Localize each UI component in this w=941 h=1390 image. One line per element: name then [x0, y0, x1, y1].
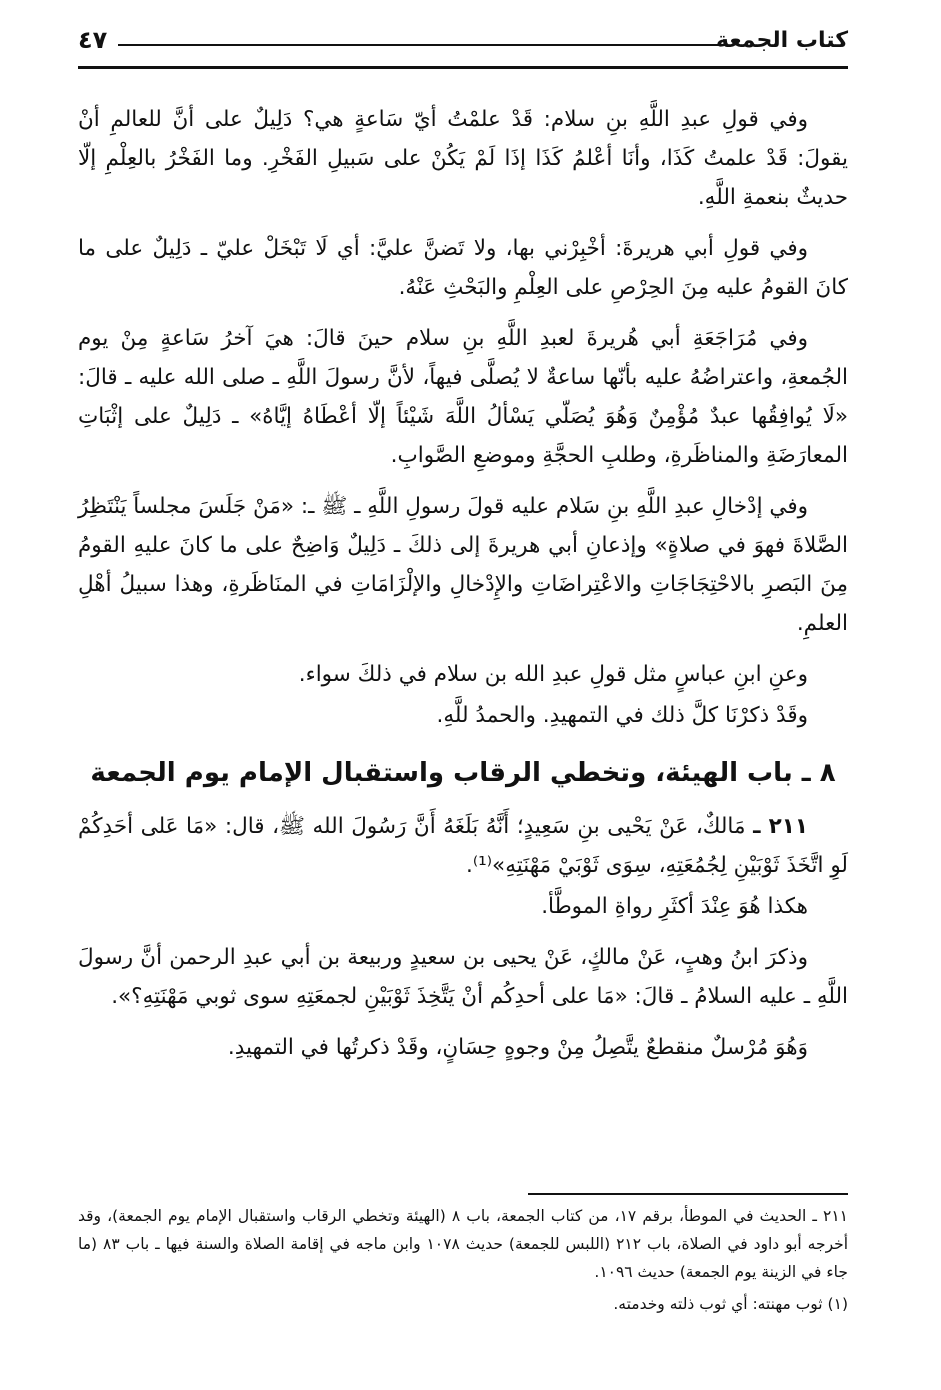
- chapter-heading: ٨ ـ باب الهيئة، وتخطي الرقاب واستقبال الإمام يوم الجمعة: [90, 758, 836, 788]
- paragraph: وعنِ ابنِ عباسٍ مثل قولِ عبدِ الله بن سلام في ذلكَ سواء.: [298, 662, 808, 687]
- header-rule: [78, 66, 848, 69]
- paragraph: وَهُوَ مُرْسلٌ منقطعٌ يتَّصِلُ مِنْ وجوهٍ حِسَانٍ، وقَدْ ذكرتُها في التمهيدِ.: [227, 1035, 808, 1060]
- footnote-separator: [528, 1193, 848, 1195]
- header-rule-short: [118, 44, 728, 46]
- footnote: ٢١١ ـ الحديث في الموطأ، برقم ١٧، من كتاب الجمعة، باب ٨ (الهيئة وتخطي الرقاب واستقبال الإمام يوم الجمعة)، وقد أخرجه أبو داود في الصلاة، باب ٢١٢ (اللبس للجمعة) حديث ١٠٧٨ وابن ماجه في إقامة الصلاة والسنة فيها ـ باب ٨٣ (ما جاء في الزينة يوم الجمعة) حديث ١٠٩٦.: [78, 1207, 849, 1281]
- hadith-paragraph: [78, 807, 848, 885]
- paragraph: وفي قولِ عبدِ اللَّهِ بنِ سلام: قَدْ علمْتُ أيّ سَاعةٍ هي؟ دَلِيلٌ على أنَّ للعالمِ أنْ يقولَ: قَدْ علمتُ كَذَا، وأنَا أعْلمُ كَذَا إذَا لَمْ يَكُنْ على سَبيلِ الفَخْرِ. وما الفَخْرُ بالعِلْمِ إلّا حديثٌ بنعمةِ اللَّهِ.: [78, 107, 848, 210]
- paragraph: وذكرَ ابنُ وهبٍ، عَنْ مالكٍ، عَنْ يحيى بن سعيدٍ وربيعة بن أبي عبدِ الرحمن أنَّ رسولَ اللَّهِ ـ عليه السلامُ ـ قالَ: «مَا على أحدِكُم أنْ يَتَّخِذَ ثَوْبَيْنِ لجمعَتِهِ سوى ثوبي مَهْنَتِهِ؟».: [78, 945, 848, 1009]
- hadith-number: ٢١١ ـ: [753, 814, 809, 839]
- footnotes: [78, 1202, 848, 1322]
- footnote: (١) ثوب مهنته: أي ثوب ذلته وخدمته.: [613, 1295, 848, 1313]
- main-text: [78, 100, 848, 1079]
- paragraph: وفي إدْخالِ عبدِ اللَّهِ بنِ سَلام عليه قولَ رسولِ اللَّهِ ـ ﷺ ـ: «مَنْ جَلَسَ مجلساً يَنْتَظِرُ الصَّلاةَ فهوَ في صلاةٍ» وإذعانِ أبي هريرةَ إلى ذلكَ ـ دَلِيلٌ وَاضِحٌ على ما كانَ عليهِ القومُ مِنَ البَصرِ بالاحْتِجَاجَاتِ والاعْتِراضَاتِ والإِدْخالِ والإلْزَامَاتِ في المنَاظَرةِ، وهذا سبيلُ أهْلِ العلمِ.: [78, 494, 848, 636]
- running-header: [78, 22, 848, 70]
- paragraph: هكذا هُوَ عِنْدَ أكثَرِ رواةِ الموطَّأ.: [541, 894, 808, 919]
- paragraph: وفي قولِ أبي هريرةَ: أخْبِرْني بها، ولا تَضنَّ عليَّ: أي لَا تَبْخَلْ عليّ ـ دَلِيلٌ على ما كانَ القومُ عليه مِنَ الحِرْصِ على العِلْمِ والبَحْثِ عَنْهُ.: [78, 236, 848, 300]
- running-title: كتاب الجمعة: [716, 28, 848, 53]
- paragraph: وقَدْ ذكرْنَا كلَّ ذلك في التمهيدِ. والحمدُ للَّهِ.: [436, 703, 808, 728]
- paragraph: وفي مُرَاجَعَةِ أبي هُريرةَ لعبدِ اللَّهِ بنِ سلام حينَ قالَ: هيَ آخرُ سَاعةٍ مِنْ يوم الجُمعةِ، واعتراضُهُ عليه بأنّها ساعةٌ لا يُصلَّى فيهاً، لأنَّ رسولَ اللَّهِ ـ صلى الله عليه ـ قالَ: «لَا يُوافِقُها عبدٌ مُؤْمِنٌ وَهُوَ يُصَلّي يَسْألُ اللَّهَ شَيْئاً إلّا أعْطَاهُ إيَّاهُ» ـ دَلِيلٌ على إثْبَاتِ المعارَضَةِ والمناظَرةِ، وطلبِ الحجَّةِ وموضعِ الصَّوابِ.: [78, 326, 848, 468]
- hadith-text: مَالكٌ، عَنْ يَحْيى بنِ سَعِيدٍ؛ أَنَّهُ بَلَغَهُ أَنَّ رَسُولَ الله ﷺ، قال: «مَا عَلى أحَدِكُمْ لَوِ اتَّخَذَ ثَوْبَيْنِ لِجُمُعَتِهِ، سِوَى ثَوْبَيْ مَهْنَتِهِ»⁽¹⁾.: [78, 814, 848, 878]
- page-number: ٤٧: [78, 26, 108, 54]
